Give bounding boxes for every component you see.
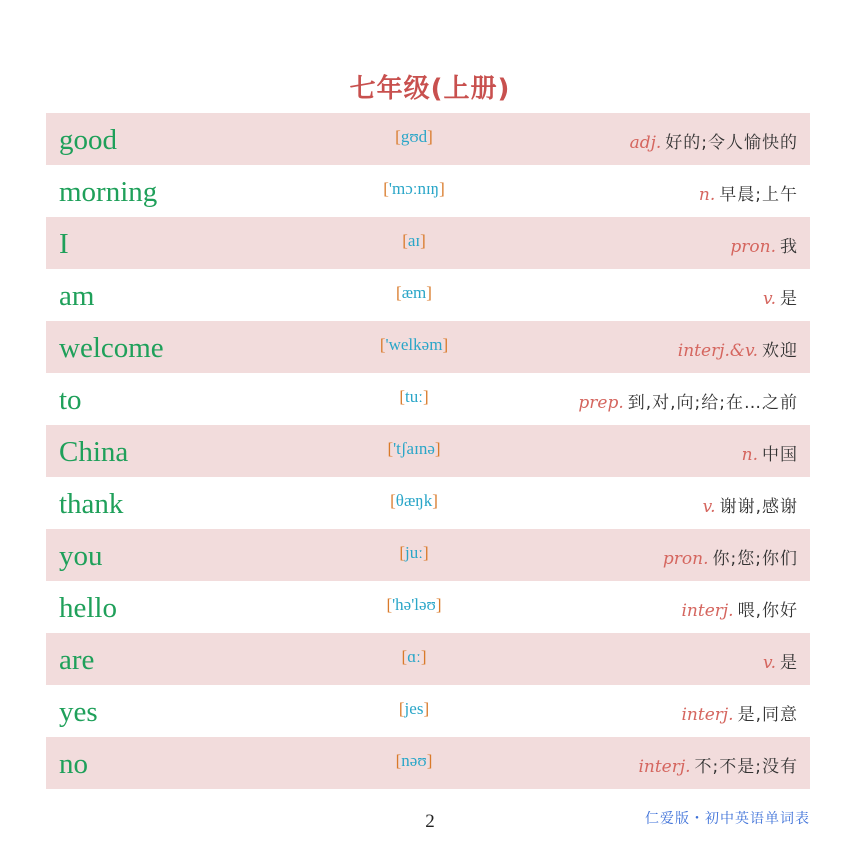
vocabulary-list (46, 113, 810, 789)
definition-text: 喂,你好 (737, 601, 798, 621)
phonetic-open-bracket: [ (390, 491, 396, 510)
vocab-word: am (59, 280, 95, 312)
vocab-word: thank (59, 488, 124, 520)
phonetic-close-bracket: ] (422, 543, 429, 562)
phonetic-close-bracket: ] (426, 751, 433, 770)
phonetic-close-bracket: ] (435, 595, 442, 614)
part-of-speech: pron. (662, 549, 709, 569)
phonetic-close-bracket: ] (442, 335, 449, 354)
vocab-meaning (578, 395, 798, 412)
definition-text: 是,同意 (737, 705, 798, 725)
vocab-phonetic (354, 648, 474, 665)
vocab-phonetic (354, 492, 474, 509)
vocab-phonetic (354, 336, 474, 353)
vocab-word: welcome (59, 332, 164, 364)
vocab-phonetic (354, 700, 474, 717)
phonetic-text: θæŋk (395, 491, 433, 510)
phonetic-text: gʊd (400, 127, 428, 146)
vocab-meaning (682, 603, 799, 620)
part-of-speech: prep. (578, 393, 624, 413)
phonetic-close-bracket: ] (420, 647, 427, 666)
phonetic-open-bracket: [ (402, 231, 408, 250)
vocab-phonetic (354, 284, 474, 301)
vocab-meaning (663, 551, 798, 568)
phonetic-open-bracket: [ (399, 387, 406, 406)
part-of-speech: pron. (730, 237, 776, 257)
vocab-phonetic (354, 128, 474, 145)
phonetic-text: nəʊ (401, 751, 427, 770)
vocab-row (46, 269, 810, 321)
phonetic-close-bracket: ] (422, 387, 429, 406)
phonetic-open-bracket: [ (387, 439, 394, 458)
part-of-speech: interj. (681, 601, 734, 621)
phonetic-open-bracket: [ (398, 699, 405, 718)
vocab-word: morning (59, 176, 158, 208)
vocab-row (46, 321, 810, 373)
definition-text: 是 (780, 653, 798, 673)
part-of-speech: interj. (681, 705, 734, 725)
vocab-row (46, 217, 810, 269)
definition-text: 欢迎 (762, 341, 798, 361)
vocab-word: hello (59, 592, 117, 624)
definition-text: 谢谢,感谢 (719, 497, 798, 517)
part-of-speech: v. (763, 289, 776, 309)
phonetic-text: 'mɔːnɪŋ (388, 179, 440, 198)
phonetic-close-bracket: ] (427, 127, 433, 146)
phonetic-open-bracket: [ (395, 751, 402, 770)
vocab-phonetic (354, 388, 474, 405)
vocab-row (46, 581, 810, 633)
vocab-meaning (682, 707, 799, 724)
vocab-meaning (703, 499, 798, 516)
part-of-speech: n. (698, 185, 716, 205)
vocab-row (46, 737, 810, 789)
definition-text: 早晨;上午 (719, 185, 798, 205)
vocab-phonetic (354, 752, 474, 769)
phonetic-text: æm (401, 283, 427, 302)
vocab-row (46, 529, 810, 581)
vocab-row (46, 685, 810, 737)
vocab-word: I (59, 228, 69, 260)
phonetic-close-bracket: ] (432, 491, 438, 510)
page-title: 七年级(上册) (349, 74, 511, 104)
vocab-phonetic (354, 596, 474, 613)
vocab-meaning (742, 447, 798, 464)
definition-text: 不;不是;没有 (694, 757, 798, 777)
phonetic-close-bracket: ] (439, 179, 445, 198)
vocab-word: to (59, 384, 82, 416)
vocab-meaning (699, 187, 798, 204)
phonetic-open-bracket: [ (386, 595, 393, 614)
phonetic-open-bracket: [ (383, 179, 389, 198)
definition-text: 中国 (762, 445, 798, 465)
phonetic-close-bracket: ] (426, 283, 432, 302)
vocab-row (46, 425, 810, 477)
vocab-phonetic (354, 232, 474, 249)
phonetic-open-bracket: [ (395, 127, 401, 146)
phonetic-text: 'hə'ləʊ (392, 595, 436, 614)
part-of-speech: v. (763, 653, 776, 673)
vocab-meaning (630, 135, 798, 152)
vocab-meaning (730, 239, 798, 256)
phonetic-open-bracket: [ (379, 335, 386, 354)
definition-text: 是 (780, 289, 798, 309)
phonetic-close-bracket: ] (423, 699, 430, 718)
definition-text: 你;您;你们 (712, 549, 798, 569)
part-of-speech: n. (741, 445, 758, 465)
vocab-row (46, 373, 810, 425)
vocab-row (46, 165, 810, 217)
vocab-meaning (763, 655, 798, 672)
vocab-meaning (763, 291, 798, 308)
vocab-word: yes (59, 696, 98, 728)
vocab-phonetic (354, 544, 474, 561)
definition-text: 我 (780, 237, 798, 257)
part-of-speech: interj. (638, 757, 691, 777)
part-of-speech: v. (702, 497, 716, 517)
vocab-word: good (59, 124, 117, 156)
phonetic-text: juː (405, 543, 423, 562)
vocab-word: no (59, 748, 88, 780)
vocab-word: you (59, 540, 103, 572)
phonetic-close-bracket: ] (420, 231, 426, 250)
vocab-meaning (678, 343, 798, 360)
part-of-speech: interj.&v. (677, 341, 758, 361)
phonetic-open-bracket: [ (399, 543, 406, 562)
footer-book-label: 仁爱版・初中英语单词表 (645, 811, 810, 827)
phonetic-close-bracket: ] (434, 439, 441, 458)
phonetic-text: aɪ (407, 231, 421, 250)
vocab-phonetic (354, 180, 474, 197)
vocab-word: China (59, 436, 129, 468)
phonetic-text: 'welkəm (385, 335, 443, 354)
page-number: 2 (425, 811, 435, 832)
phonetic-text: ɑː (407, 647, 421, 666)
definition-text: 到,对,向;给;在…之前 (627, 393, 798, 413)
vocab-row (46, 477, 810, 529)
vocab-phonetic (354, 440, 474, 457)
part-of-speech: adj. (629, 133, 662, 153)
phonetic-text: jes (404, 699, 424, 718)
phonetic-open-bracket: [ (401, 647, 408, 666)
vocab-row (46, 633, 810, 685)
vocab-meaning (638, 759, 798, 776)
phonetic-text: 'tʃaɪnə (393, 439, 435, 458)
definition-text: 好的;令人愉快的 (665, 133, 798, 153)
phonetic-text: tuː (405, 387, 423, 406)
phonetic-open-bracket: [ (396, 283, 402, 302)
vocab-row (46, 113, 810, 165)
vocab-word: are (59, 644, 95, 676)
